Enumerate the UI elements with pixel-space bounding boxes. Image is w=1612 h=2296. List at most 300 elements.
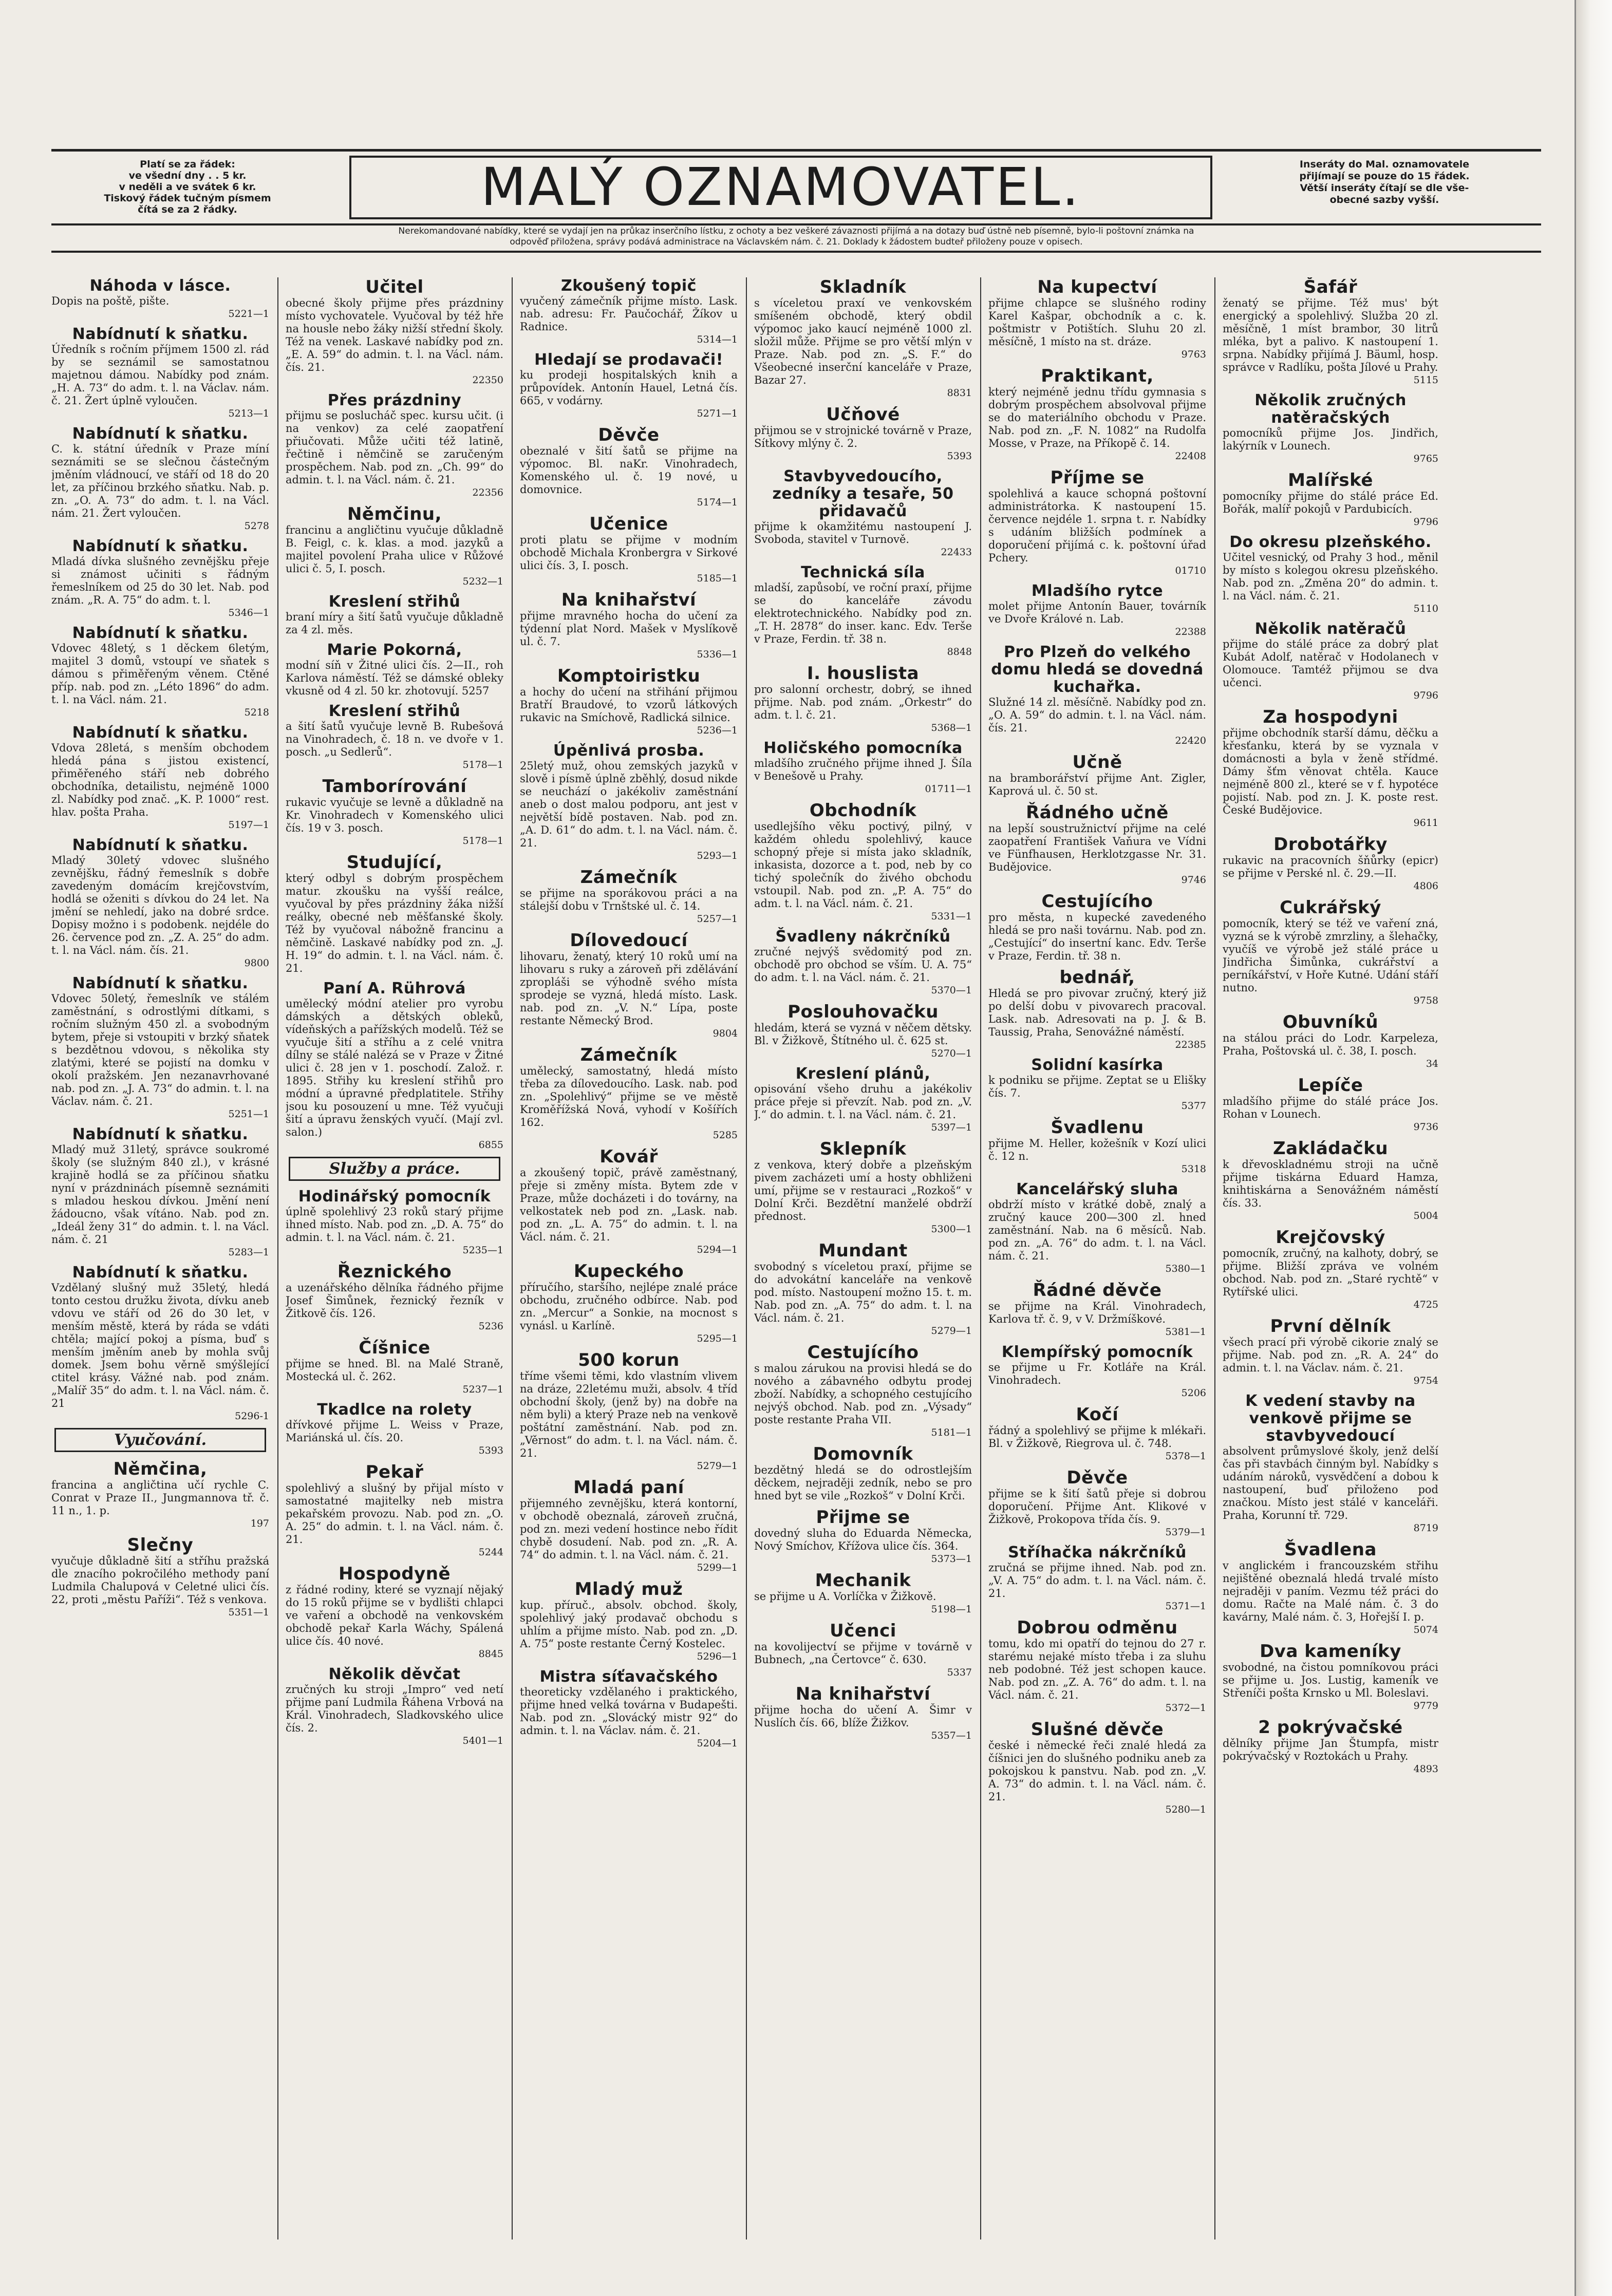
ad-text: Vdovec 50letý, řemeslník ve stálém zaměstnání, s odrostlými dítkami, s ročním služným 450 zl. a svobodným bytem, přeje si vstoupiti v brzký sňatek s bezdětnou vdovou, s několika sty zlatými, které se pojistí na domku v okolí pražském. Jen nezanavrhované nab. pod zn. „J. A. 73“ do admin. t. l. na Václav. nám. č. 21.	[51, 992, 269, 1107]
ad-code: 5379—1	[1165, 1527, 1206, 1538]
ad-code: 9796	[1413, 516, 1438, 528]
classified-ad	[1223, 620, 1438, 702]
ad-code: 5293—1	[697, 850, 738, 861]
ad-text: braní míry a šití šatů vyučuje důkladně za 4 zl. měs.	[286, 611, 503, 636]
classified-ad	[51, 538, 269, 619]
ad-title: Cestujícího	[807, 1342, 919, 1363]
ad-text: dřívkové přijme L. Weiss v Praze, Mariánská ul. čís. 20.	[286, 1419, 503, 1444]
ad-title: Kovář	[599, 1146, 658, 1167]
ad-code: 5378—1	[1165, 1451, 1206, 1462]
ad-text: na stálou práci do Lodr. Karpeleza, Praha, Poštovská ul. č. 38, I. posch.	[1223, 1032, 1438, 1057]
classified-ad	[520, 1668, 738, 1750]
classified-ad	[988, 277, 1206, 361]
classified-ad	[988, 1344, 1206, 1400]
ad-code: 5377	[1181, 1100, 1206, 1112]
classified-ad	[1223, 534, 1438, 615]
ad-text: theoreticky vzdělaného i praktického, přijme hned velká továrna v Budapešti. Nab. pod zn. „Slovácký mistr 92“ do admin. t. l. na Václav. nám. č. 21.	[520, 1686, 738, 1737]
ad-title: Cukrářský	[1280, 897, 1381, 918]
ad-code: 8719	[1413, 1522, 1438, 1534]
classified-ad	[286, 1462, 503, 1559]
ad-title: Cestujícího	[1041, 891, 1153, 912]
ad-code: 5213—1	[228, 408, 269, 419]
ad-code: 5401—1	[462, 1735, 503, 1746]
classified-ad	[1223, 1316, 1438, 1387]
classified-ad	[286, 277, 503, 387]
price-line: Platí se za řádek:	[140, 159, 235, 170]
ad-text: z řádné rodiny, které se vyznají nějaký do 15 roků přijme se v bydlišti chlapci ve vaření a obchodě na venkovském obchodě pekař Karla Wáchy, Spálená ulice čís. 40 nové.	[286, 1584, 503, 1647]
ad-code: 5271—1	[697, 408, 738, 419]
ad-title: Kreslení střihů	[328, 593, 461, 611]
classified-ad	[51, 837, 269, 970]
ad-code: 5270—1	[931, 1048, 972, 1059]
ad-code: 5178—1	[462, 835, 503, 846]
ad-code: 9779	[1413, 1700, 1438, 1711]
classified-ad	[51, 326, 269, 420]
ad-code: 5110	[1413, 603, 1438, 614]
ad-code: 5373—1	[931, 1553, 972, 1565]
ad-title: Kreslení plánů,	[795, 1065, 931, 1083]
ad-text: pro města, n kupecké zavedeného hledá se pro naši továrnu. Nab. pod zn. „Cestující“ do insertní kanc. Edv. Terše v Praze, Ferdin. tř. 38 n.	[988, 911, 1206, 962]
classified-ad	[754, 1444, 972, 1502]
ad-title: Příjme se	[1050, 467, 1145, 488]
ad-text: Vdovec 48letý, s 1 děckem 6letým, majitel 3 domů, vstoupí ve sňatek s dámou s přiměřeným věnem. Ctěné příp. nab. pod zn. „Léto 1896“ do adm. t. l. na Václ. nám. 21.	[51, 642, 269, 706]
ad-title: Hodinářský pomocník	[298, 1188, 491, 1206]
classified-ad	[520, 1147, 738, 1256]
ad-code: 5300—1	[931, 1224, 972, 1235]
ad-title: Švadlena	[1284, 1539, 1377, 1560]
ad-text: 25letý muž, ohou zemských jazyků v slově i písmě úplně zběhlý, dosud nikde se neuchází o jakékoliv zaměstnání aneb o dost malou podporu, ant jest v největší bídě postaven. Nab. pod zn. „A. D. 61“ do adm. t. l. na Václ. nám. č. 21.	[520, 760, 738, 849]
ad-text: spolehlivá a kauce schopná poštovní administrátorka. K nastoupení 15. července nejdéle 1. srpna t. r. Nabídky s udáním bližších podmínek a doporučení přijímá c. k. poštovní úřad Pchery.	[988, 487, 1206, 564]
classified-ad	[520, 1579, 738, 1663]
ad-code: 5236	[478, 1321, 503, 1332]
classified-ad	[988, 1181, 1206, 1275]
ad-code: 5280—1	[1165, 1804, 1206, 1815]
ad-text: přijme chlapce se slušného rodiny Karel Kašpar, obchodník a c. k. poštmistr v Potištích. Sluhu 20 zl. měsíčně, 1 místo na st. dráze.	[988, 297, 1206, 348]
ad-code: 22420	[1175, 735, 1206, 746]
classified-ad	[520, 425, 738, 509]
ad-code: 5318	[1181, 1163, 1206, 1175]
classified-ad	[51, 1535, 269, 1619]
classified-ad	[1223, 835, 1438, 893]
classified-ad	[754, 564, 972, 658]
ad-text: přijme hocha do učení A. Šimr v Nuslích čís. 66, blíže Žižkov.	[754, 1704, 972, 1729]
ad-code: 5337	[947, 1667, 972, 1678]
ad-code: 5278	[244, 520, 269, 532]
ad-title: Stříhačka nákrčníků	[1008, 1544, 1187, 1561]
ad-title: Stavbyvedoucího, zedníky a tesaře, 50 přidavačů	[772, 467, 954, 520]
ad-title: Na knihařství	[795, 1684, 931, 1704]
ad-code: 5279—1	[931, 1325, 972, 1337]
ad-code: 5336—1	[697, 649, 738, 660]
ad-text: umělecký, samostatný, hledá místo třeba za dílovedoucího. Lask. nab. pod zn. „Spolehlivý“ přijme se ve městě Kroměřížská Nová, vyhodí v Košířích 162.	[520, 1065, 738, 1128]
ad-text: francinu a angličtinu vyučuje důkladně B. Feigl, c. k. klas. a mod. jazyků a majitel povolení Praha ulice v Růžové ulici č. 5, I. posch.	[286, 524, 503, 575]
ad-text: přijme obchodník starší dámu, děčku a křesťanku, která by se vyznala v domácnosti a byla v ženě střídmé. Dámy šťm věnovat chtěla. Kauce nejméně 800 zl., které se v f. hypotéce pojistí. Nab. pod zn. J. K. poste rest. České Budějovice.	[1223, 727, 1438, 816]
classified-ad	[988, 1544, 1206, 1613]
ad-text: a hochy do učení na střihání přijmou Bratří Braudové, to vzorů látkových rukavic na Smíchově, Radlická silnice.	[520, 686, 738, 724]
ad-title: Nabídnutí k sňatku.	[72, 537, 249, 555]
ad-text: úplně spolehlivý 23 roků starý přijme ihned místo. Nab. pod zn. „D. A. 75“ do admin. t. l. na Václ. nám. č. 21.	[286, 1206, 503, 1244]
ad-title: Mladá paní	[573, 1477, 684, 1498]
classified-ad	[520, 931, 738, 1040]
ad-text: který nejméně jednu třídu gymnasia s dobrým prospěchem absolvoval přijme se do materiálního obchodu v Praze. Nab. pod zn. „F. N. 1082“ na Rudolfa Mosse, v Praze, na Příkopě č. 14.	[988, 386, 1206, 449]
newspaper-page	[51, 149, 1541, 2245]
ad-text: dovedný sluha do Eduarda Německa, Nový Smíchov, Křížova ulice čís. 364.	[754, 1527, 972, 1552]
ad-title: Nabídnutí k sňatku.	[72, 325, 249, 343]
ad-code: 01711—1	[925, 783, 972, 795]
ad-text: vyučuje důkladně šití a stříhu pražská dle znacího pokročilého methody paní Ludmila Chalupová v Celetné ulici čís. 22, proti „městu Paříži“. Též s venkova.	[51, 1555, 269, 1606]
classified-ad	[988, 644, 1206, 747]
classified-ad	[988, 1281, 1206, 1339]
classified-ad	[754, 1065, 972, 1134]
ad-text: obdrží místo v krátké době, znalý a zručný kauce 200—300 zl. hned zaměstnání. Nab. na 6 měsíců. Nab. pod zn. „A. 76“ do adm. t. l. na Václ. nám. č. 21.	[988, 1198, 1206, 1262]
ad-title: Kancelářský sluha	[1016, 1180, 1178, 1198]
ad-code: 5221—1	[228, 308, 269, 319]
ad-code: 5393	[947, 450, 972, 462]
ad-code: 5181—1	[931, 1427, 972, 1438]
ad-code: 5244	[478, 1547, 503, 1558]
classified-ad	[1223, 1076, 1438, 1134]
ad-text: vyučený zámečník přijme místo. Lask. nab. adresu: Fr. Paučochář, Žíkov u Radnice.	[520, 295, 738, 333]
ad-code: 5185—1	[697, 573, 738, 584]
classified-ad	[51, 1126, 269, 1259]
ad-text: opisování všeho druhu a jakékoliv práce přeje si převzít. Nab. pod zn. „V. J.“ do admin. t. l. na Václ. nám. č. 21.	[754, 1083, 972, 1121]
classified-ad	[520, 277, 738, 346]
ad-title: Pro Plzeň do velkého domu hledá se dovedná kuchařka.	[991, 643, 1204, 696]
classified-ad	[286, 980, 503, 1152]
ad-title: Učenice	[589, 514, 668, 534]
ad-text: rukavic vyučuje se levně a důkladně na Kr. Vinohradech v Komenského ulici čís. 19 v 3. posch.	[286, 796, 503, 834]
ad-code: 5237—1	[462, 1384, 503, 1395]
ad-title: Za hospodyni	[1263, 707, 1398, 727]
classified-ad	[286, 392, 503, 499]
classified-ad	[286, 1338, 503, 1396]
classified-ad	[51, 975, 269, 1121]
ad-text: mladšího přijme do stálé práce Jos. Rohan v Lounech.	[1223, 1095, 1438, 1120]
ad-text: řádný a spolehlivý se přijme k mlékaři. Bl. v Žižkově, Riegrova ul. č. 748.	[988, 1424, 1206, 1450]
column-divider	[512, 277, 513, 2239]
ad-title: Tamborírování	[322, 776, 467, 797]
ad-code: 5285	[713, 1130, 738, 1141]
ad-title: Slečny	[127, 1535, 194, 1555]
ad-title: Krejčovský	[1276, 1227, 1385, 1248]
ad-text: Učitel vesnický, od Prahy 3 hod., měnil by místo s kolegou okresu plzeňského. Nab. pod zn. „Změna 20“ do admin. t. l. na Václ. nám. č. 21.	[1223, 551, 1438, 602]
ad-text: ženatý se přijme. Též mus' být energický a spolehlivý. Služba 20 zl. měsíčně, 1 míst brambor, 30 litrů mléka, byt a palivo. K nastoupení 1. srpna. Nabídky přijímá J. Bäuml, hosp. správce v Radlíku, pošta Jílové u Prahy.	[1223, 297, 1438, 373]
ad-title: Zámečník	[580, 867, 678, 888]
ad-text: a uzenářského dělníka řádného přijme Josef Šimůnek, řeznický řezník v Žitkově čís. 126.	[286, 1282, 503, 1320]
ad-text: proti platu se přijme v modním obchodě Michala Kronbergra v Sirkové ulici čís. 3, I. posch.	[520, 534, 738, 572]
ad-title: Praktikant,	[1041, 366, 1154, 386]
ad-title: Kupeckého	[573, 1261, 684, 1282]
ad-title: Drobotářky	[1273, 834, 1388, 855]
ad-text: který odbyl s dobrým prospěchem matur. zkoušku na vyšší reálce, vyučoval by přes prázdniny žáka nižší reálky, obecné neb měšťanské školy. Též by vyučoval nábožně francinu a němčině. Laskavé nabídky pod zn. „J. H. 19“ do admin. t. l. na Václ. nám. č. 21.	[286, 872, 503, 974]
ad-title: Zakládačku	[1272, 1138, 1389, 1159]
ad-text: mladšího zručného přijme ihned J. Šíla v Benešově u Prahy.	[754, 757, 972, 782]
ad-text: Mladá dívka slušného zevnějšku přeje si známost učiniti s řádným řemeslníkem od 25 do 30 let. Nab. pod znám. „R. A. 75“ do adm. t. l.	[51, 555, 269, 606]
ad-text: k podniku se přijme. Zeptat se u Elišky čís. 7.	[988, 1074, 1206, 1099]
notice-line: Nerekomandované nabídky, které se vydají jen na průkaz inserčního lístku, z ochoty a bez veškeré závaznosti přijímá a na dotazy buď ústně neb písemně, bylo-li poštovní známka na	[398, 226, 1194, 236]
classified-ad	[286, 703, 503, 771]
ad-text: zručná se přijme ihned. Nab. pod zn. „V. A. 75“ do adm. t. l. na Václ. nám. č. 21.	[988, 1561, 1206, 1599]
ad-title: Solidní kasírka	[1031, 1056, 1164, 1074]
ad-text: mladší, zapůsobí, ve roční praxí, přijme se do kanceláře závodu elektrotechnického. Nabídky pod zn. „T. H. 2878“ do inser. kanc. Edv. Terše v Praze, Ferdin. tř. 38 n.	[754, 581, 972, 645]
ad-text: zručných ku stroji „Impro“ ved netí přijme paní Ludmila Řáhena Vrbová na Král. Vinohradech, Sladkovského ulice čís. 2.	[286, 1683, 503, 1734]
ad-text: umělecký módní atelier pro vyrobu dámských a dětských obleků, vídeňských a pařížských modelů. Též se vyučuje šití a stříhu a z celé vnitra dílny se stálé nalézá se v Praze v Žitné ulici č. 28 jen v 1. poschodí. Založ. r. 1895. Střihy ku kreslení střihů pro módní a úpravné předplatitele. Střihy jsou ku posouzení u mne. Též vyučuji šití a úpravu ženských vyučí. (Mají zvl. salon.)	[286, 998, 503, 1138]
ad-text: kup. příruč., absolv. obchod. školy, spolehlivý jaký prodavač obchodu s uhlím a přijme místo. Nab. pod zn. „D. A. 75“ poste restante Černý Kostelec.	[520, 1599, 738, 1650]
ad-text: spolehlivý a slušný by přijal místo v samostatné majitelky neb mistra pekařském provozu. Nab. pod zn. „O. A. 25“ do admin. t. l. na Václ. nám. č. 21.	[286, 1482, 503, 1546]
ad-title: Lepíče	[1298, 1075, 1363, 1096]
ad-text: pomocník, zručný, na kalhoty, dobrý, se přijme. Bližší zpráva ve volném obchod. Nab. pod zn. „Staré rychtě“ v Rytířské ulici.	[1223, 1247, 1438, 1298]
classified-ad	[988, 968, 1206, 1051]
ad-title: Mechanik	[815, 1570, 911, 1591]
ad-title: Mundant	[818, 1240, 908, 1261]
ad-code: 9611	[1413, 817, 1438, 829]
ad-code: 5236—1	[697, 725, 738, 736]
classified-ad	[51, 1264, 269, 1423]
ad-code: 22388	[1175, 626, 1206, 637]
ad-title: I. houslista	[807, 663, 920, 684]
price-box	[51, 159, 324, 219]
ad-title: Nabídnutí k sňatku.	[72, 836, 249, 854]
ad-text: Služné 14 zl. měsíčně. Nabídky pod zn. „O. A. 59“ do admin. t. l. na Václ. nám. čís. 21.	[988, 696, 1206, 734]
ad-code: 34	[1426, 1058, 1438, 1069]
ad-text: přijme mravného hocha do učení za týdenní plat Nord. Mašek v Myslíkově ul. č. 7.	[520, 610, 738, 648]
ad-text: pomocníky přijme do stálé práce Ed. Bořák, malíř pokojů v Pardubicích.	[1223, 490, 1438, 515]
ad-text: české i německé řeči znalé hledá za číšnici jen do slušného podniku aneb za pokojskou k panstvu. Nab. pod zn. „V. A. 73“ do admin. t. l. na Václ. nám. č. 21.	[988, 1739, 1206, 1803]
ad-code: 5232—1	[462, 576, 503, 587]
classified-ad	[1223, 1642, 1438, 1712]
ad-title: Učenci	[830, 1621, 896, 1641]
ad-text: Úředník s ročním příjmem 1500 zl. rád by se seznámil se samostatnou majetnou dámou. Nabídky pod znám. „H. A. 73“ do adm. t. l. na Václav. nám. č. 21. Žert úplně vyloučen.	[51, 343, 269, 407]
column-6	[1223, 277, 1438, 2239]
classified-ad	[520, 1045, 738, 1142]
ad-title: Několik zručných natěračských	[1254, 391, 1407, 427]
page-title: MALÝ OZNAMOVATEL.	[349, 156, 1212, 219]
ad-title: 2 pokrývačské	[1258, 1717, 1403, 1738]
classified-ad	[754, 405, 972, 463]
ad-code: 8845	[478, 1648, 503, 1660]
ad-code: 9796	[1413, 690, 1438, 701]
page-edge	[1574, 0, 1612, 2296]
ad-text: a šití šatů vyučuje levně B. Rubešová na Vinohradech, č. 18 n. ve dvoře v 1. posch. „u Sedlerů“.	[286, 720, 503, 758]
ad-code: 8848	[947, 646, 972, 657]
column-2	[286, 277, 503, 2239]
ad-code: 5251—1	[228, 1108, 269, 1120]
classified-ad	[286, 1401, 503, 1457]
ad-title: Učně	[1072, 752, 1122, 773]
ad-text: dělníky přijme Jan Štumpfa, mistr pokrývačský v Roztokách u Prahy.	[1223, 1737, 1438, 1762]
ad-title: Slušné děvče	[1030, 1719, 1164, 1740]
ad-code: 4725	[1413, 1299, 1438, 1310]
ad-title: Malířské	[1288, 470, 1373, 491]
classified-ad	[520, 514, 738, 585]
classified-ad	[520, 666, 738, 737]
classified-ad	[988, 1405, 1206, 1463]
ad-code: 5351—1	[228, 1607, 269, 1618]
ad-code: 5371—1	[1165, 1601, 1206, 1612]
ad-text: Vdova 28letá, s menším obchodem hledá pána s jistou existencí, přiměřeného stáří neb dobrého obchodníka, detailistu, nejméně 1000 zl. Nabídky pod znač. „K. P. 1000“ rest. hlav. pošta Praha.	[51, 742, 269, 818]
ad-code: 22385	[1175, 1039, 1206, 1050]
ad-text: tříme všemi těmi, kdo vlastním vlivem na dráze, 22letému muži, absolv. 4 tříd obchodní školy, (jenž by) na dobře na něm byli) a který Praze neb na venkově poštátní zaměstnání. Nab. pod zn. „Věrnost“ do adm. t. l. na Václ. nám. č. 21.	[520, 1370, 738, 1459]
section-heading: Služby a práce.	[289, 1157, 500, 1181]
ad-code: 9804	[713, 1028, 738, 1039]
ad-title: Nabídnutí k sňatku.	[72, 974, 249, 992]
ad-text: Dopis na poště, pište.	[51, 295, 170, 307]
ad-title: Dva kameníky	[1260, 1641, 1401, 1662]
ad-title: Mladý muž	[574, 1579, 683, 1599]
classified-ad	[520, 1262, 738, 1345]
ad-title: Dobrou odměnu	[1017, 1617, 1178, 1638]
ad-title: Tkadlce na rolety	[317, 1401, 472, 1419]
ad-title: Několik natěračů	[1254, 620, 1407, 638]
ad-title: Do okresu plzeňského.	[1229, 533, 1432, 551]
ad-code: 5235—1	[462, 1245, 503, 1256]
ad-text: ku prodeji hospitalských knih a průpovídek. Antonín Hauel, Letná čís. 665, v vodárny.	[520, 369, 738, 407]
ad-code: 5393	[478, 1445, 503, 1456]
classified-ad	[1223, 707, 1438, 830]
classified-ad	[51, 625, 269, 719]
ad-code: 9746	[1181, 874, 1206, 886]
price-line: ve všední dny . . 5 kr.	[128, 170, 247, 181]
ad-text: rukavic na pracovních šňůrky (epicr) se přijme v Perské nl. č. 29.—II.	[1223, 854, 1438, 879]
ad-code: 5197—1	[228, 819, 269, 831]
ad-text: C. k. státní úředník v Praze míní seznámiti se se slečnou částečným jměním vládnoucí, ve stáří od 18 do 20 let, za příčinou brzkého sňatku. Nab. p. zn. „O. A. 73“ do adm. t. l. na Václ. nám. 21. Žert vyloučen.	[51, 443, 269, 519]
ad-code: 5218	[244, 707, 269, 718]
info-box	[1233, 159, 1536, 206]
ad-title: Zámečník	[580, 1045, 678, 1065]
ad-title: Číšnice	[359, 1338, 430, 1358]
classified-ad	[754, 468, 972, 559]
masthead	[51, 149, 1541, 225]
column-divider	[980, 277, 981, 2239]
classified-ad	[520, 1350, 738, 1473]
ad-code: 01710	[1175, 565, 1206, 576]
ad-code: 5074	[1413, 1624, 1438, 1635]
ad-code: 22408	[1175, 450, 1206, 462]
ad-title: Klempířský pomocník	[1001, 1343, 1193, 1361]
ad-code: 5279—1	[697, 1460, 738, 1472]
classified-ad	[754, 928, 972, 997]
ad-title: Sklepník	[819, 1139, 907, 1159]
ad-text: obecné školy přijme přes prázdniny místo vychovatele. Vyučoval by též hře na housle nebo žáky nižší střední školy. Též na venek. Laskavé nabídky pod zn. „E. A. 59“ do admin. t. l. na Václ. nám. čís. 21.	[286, 297, 503, 373]
classified-ad	[988, 892, 1206, 963]
classified-ad	[1223, 1228, 1438, 1311]
ad-text: pomocníků přijme Jos. Jindřich, lakýrník v Lounech.	[1223, 427, 1438, 452]
classified-ad	[754, 1621, 972, 1679]
ad-code: 9754	[1413, 1375, 1438, 1386]
classified-ad	[286, 593, 503, 636]
ad-code: 5296-1	[235, 1410, 269, 1422]
ad-code: 5115	[1413, 374, 1438, 386]
ad-code: 9736	[1413, 1121, 1438, 1133]
ad-code: 5381—1	[1165, 1326, 1206, 1338]
ad-text: svobodné, na čistou pomníkovou práci se přijme u. Jos. Lustig, kameník ve Střeníči pošta Krnsko u Ml. Boleslavi.	[1223, 1661, 1438, 1699]
column-5	[988, 277, 1206, 2239]
classified-ad	[286, 642, 503, 698]
classified-ad	[988, 752, 1206, 798]
ad-text: na lepší soustružnictví přijme na celé zaopatření František Vaňura ve Vídni ve Fünfhausen, Herklotzgasse Nr. 31. Budějovice.	[988, 822, 1206, 873]
ad-title: Náhoda v lásce.	[89, 277, 231, 295]
ad-code: 8831	[947, 387, 972, 399]
classified-ad	[520, 868, 738, 926]
classified-ad	[51, 724, 269, 832]
ad-code: 5178—1	[462, 759, 503, 770]
ad-code: 5380—1	[1165, 1263, 1206, 1274]
ad-title: Švadlenu	[1051, 1117, 1144, 1138]
ad-code: 9758	[1413, 995, 1438, 1006]
ad-text: se přijme na sporákovou práci a na stálejší dobu v Trnštské ul. č. 14.	[520, 887, 738, 912]
classified-ad	[988, 1118, 1206, 1176]
ad-title: Na kupectví	[1037, 277, 1157, 297]
classified-ad	[988, 803, 1206, 887]
ad-title: Řeznického	[337, 1262, 452, 1282]
ad-code: 22356	[472, 487, 503, 498]
ad-text: se přijme na Král. Vinohradech, Karlova tř. č. 9, v V. Držmíškové.	[988, 1300, 1206, 1325]
classified-ad	[286, 504, 503, 588]
classified-ad	[51, 1459, 269, 1530]
ad-text: na kovolijectví se přijme v továrně v Bubnech, „na Čertovce“ č. 630.	[754, 1641, 972, 1666]
ad-text: modní síň v Žitné ulici čís. 2—II., roh Karlova náměstí. Též se dámské obleky vkusně od 4 zl. 50 kr. zhotovují. 5257	[286, 659, 503, 697]
classified-ad	[754, 1343, 972, 1439]
price-line: v neděli a ve svátek 6 kr.	[119, 181, 256, 193]
classified-ad	[988, 366, 1206, 463]
classified-ad	[988, 582, 1206, 638]
notice-line: odpověď přiložena, správy podává administrace na Václavském nám. č. 21. Doklady k žádostem budteř přiloženy pouze v opisech.	[510, 237, 1083, 247]
classified-ad	[520, 590, 738, 661]
ad-text: přijme k okamžitému nastoupení J. Svoboda, stavitel v Turnově.	[754, 520, 972, 545]
ad-title: Mistra síťavačského	[539, 1668, 718, 1686]
classified-ad	[1223, 898, 1438, 1007]
ad-title: Řádného učně	[1026, 802, 1169, 823]
ad-text: na bramborářství přijme Ant. Zigler, Kaprová ul. č. 50 st.	[988, 772, 1206, 797]
classified-ad	[754, 1571, 972, 1616]
ad-title: Skladník	[819, 277, 907, 297]
ad-code: 5294—1	[697, 1244, 738, 1255]
ad-title: Němčina,	[113, 1459, 208, 1479]
classified-ad	[286, 777, 503, 848]
classified-ad	[1223, 1540, 1438, 1636]
ad-code: 5357—1	[931, 1730, 972, 1741]
classified-ad	[754, 664, 972, 735]
ad-title: Holičského pomocníka	[763, 739, 963, 757]
ad-code: 5198—1	[931, 1604, 972, 1615]
ad-text: se přijme u A. Vorlíčka v Žižkově.	[754, 1590, 936, 1603]
ad-code: 5368—1	[931, 722, 972, 733]
classified-ad	[1223, 277, 1438, 387]
ad-code: 5206	[1181, 1387, 1206, 1399]
classified-ad	[988, 1720, 1206, 1816]
classified-ad	[51, 277, 269, 321]
ad-title: Mladšího rytce	[1031, 582, 1164, 600]
ad-code: 5296—1	[697, 1651, 738, 1662]
ad-code: 5174—1	[697, 497, 738, 508]
column-1	[51, 277, 269, 2239]
ad-text: hledám, která se vyzná v něčem dětsky. Bl. v Žižkově, Štítného ul. č. 625 st.	[754, 1022, 972, 1047]
ad-code: 22433	[941, 547, 972, 558]
ad-text: absolvent průmyslové školy, jenž delší čas při stavbách činným byl. Nabídky s udáním nároků, vysvědčení a dobou k nastoupení, buď přiloženo pod značkou. Místo jest stálé v kanceláři. Praha, Korunní tř. 729.	[1223, 1445, 1438, 1521]
ad-title: Poslouhovačku	[788, 1002, 939, 1022]
ad-text: příručího, staršího, nejlépe znalé práce obchodu, zručného odbírce. Nab. pod zn. „Mercur“ a Sonkie, na mocnost s vynásl. u Karlíně.	[520, 1281, 738, 1332]
ad-text: přijmou se v strojnické továrně v Praze, Sítkovy mlýny č. 2.	[754, 424, 972, 449]
ad-code: 5204—1	[697, 1738, 738, 1749]
classified-ad	[51, 425, 269, 533]
ad-title: Přijme se	[816, 1507, 910, 1528]
classified-ad	[1223, 1392, 1438, 1535]
ad-title: Technická síla	[801, 563, 925, 581]
ad-title: Obchodník	[809, 800, 917, 821]
ad-text: přijme se k šití šatů přeje si dobrou doporučení. Přijme Ant. Klikové v Žižkově, Prokopova třída čís. 9.	[988, 1488, 1206, 1526]
classified-ad	[754, 1241, 972, 1338]
ad-title: Zkoušený topič	[561, 277, 697, 295]
